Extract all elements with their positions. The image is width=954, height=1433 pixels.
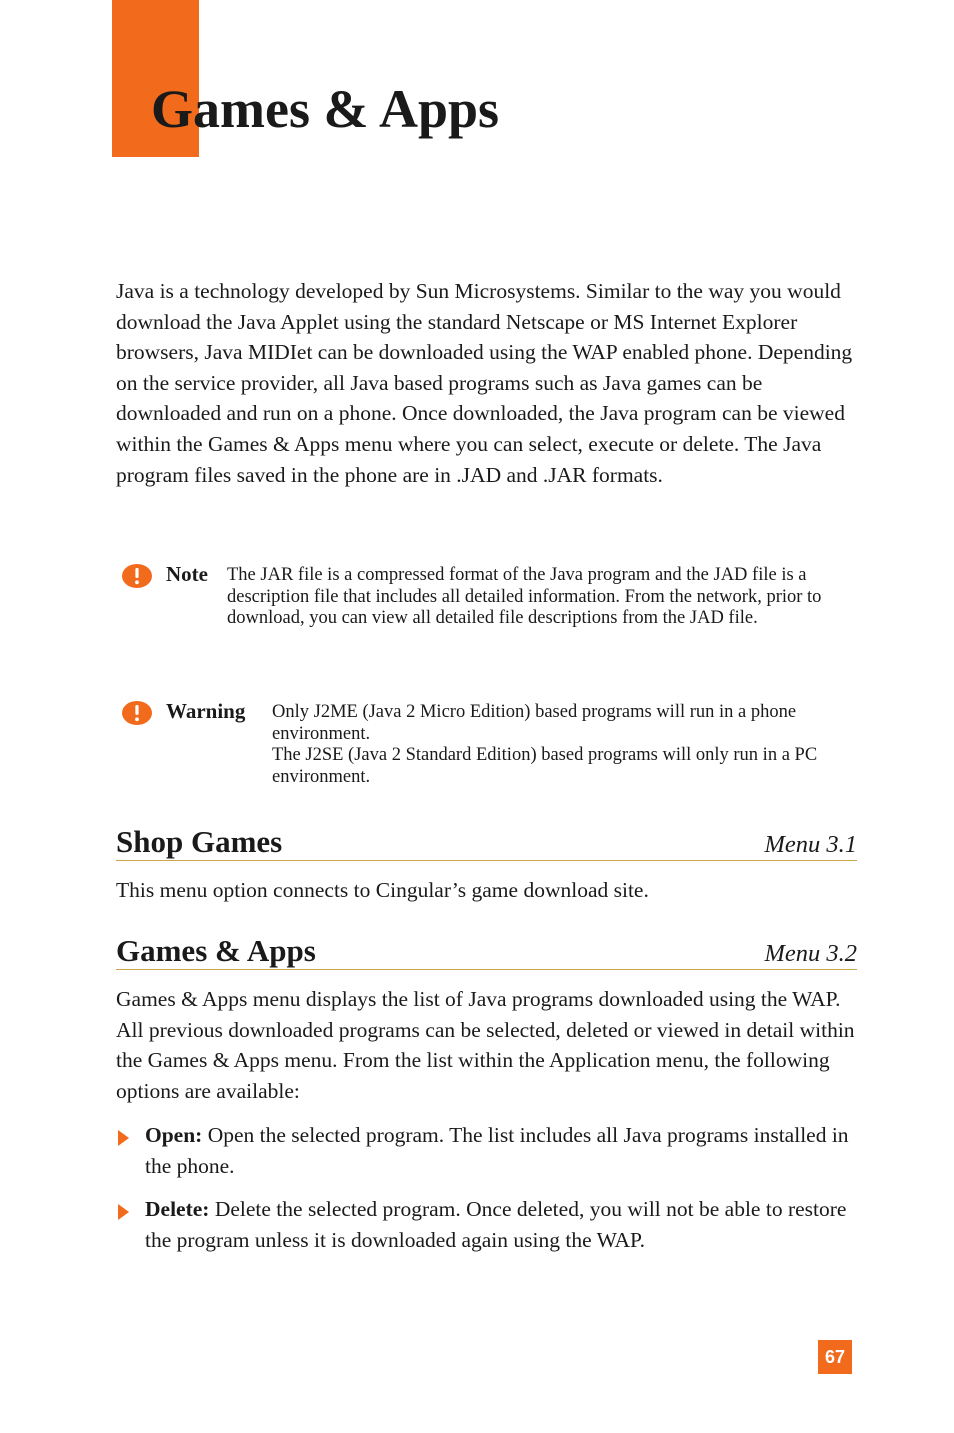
section-header-games-apps [116,929,857,970]
menu-reference: Menu 3.2 [764,939,857,967]
warning-text [272,702,847,788]
exclamation-icon [122,564,152,588]
exclamation-icon [122,701,152,725]
option-text: Open the selected program. The list includes all Java programs installed in the phone. [145,1123,849,1178]
intro-paragraph: Java is a technology developed by Sun Microsystems. Similar to the way you would download the Java Applet using the standard Netscape or MS Internet Explorer browsers, Java MIDIet can be downloaded using the WAP enabled phone. Depending on the service provider, all Java based programs such as Java games can be downloaded and run on a phone. Once downloaded, the Java program can be viewed within the Games & Apps menu where you can select, execute or delete. The Java program files saved in the phone are in .JAD and .JAR formats. [116,279,853,487]
page-title: Games & Apps [151,79,500,139]
menu-reference: Menu 3.1 [764,830,857,858]
section-header-shop-games [116,820,857,861]
warning-label: Warning [166,699,246,723]
section-body-games-apps: Games & Apps menu displays the list of Java programs downloaded using the WAP. All previous downloaded programs can be selected, deleted or viewed in detail within the Games & Apps menu. From the list within the Application menu, the following options are available: [116,987,855,1103]
warning-line-1: Only J2ME (Java 2 Micro Edition) based programs will run in a phone environment. [272,702,797,744]
section-body-shop-games: This menu option connects to Cingular’s game download site. [116,878,649,902]
bullet-arrow-icon [118,1204,129,1220]
note-label: Note [166,562,208,586]
note-text: The JAR file is a compressed format of the Java program and the JAD file is a description file that includes all detailed information. From the network, prior to download, you can view all detailed file descriptions from the JAD file. [227,565,822,628]
page-number: 67 [818,1340,852,1374]
section-heading: Shop Games [116,824,283,859]
section-heading: Games & Apps [116,933,316,968]
option-text: Delete the selected program. Once deleted, you will not be able to restore the program unless it is downloaded again using the WAP. [145,1197,847,1252]
option-term: Delete: [145,1197,210,1221]
option-term: Open: [145,1123,203,1147]
warning-line-2: The J2SE (Java 2 Standard Edition) based programs will only run in a PC environment. [272,745,818,787]
bullet-arrow-icon [118,1130,129,1146]
